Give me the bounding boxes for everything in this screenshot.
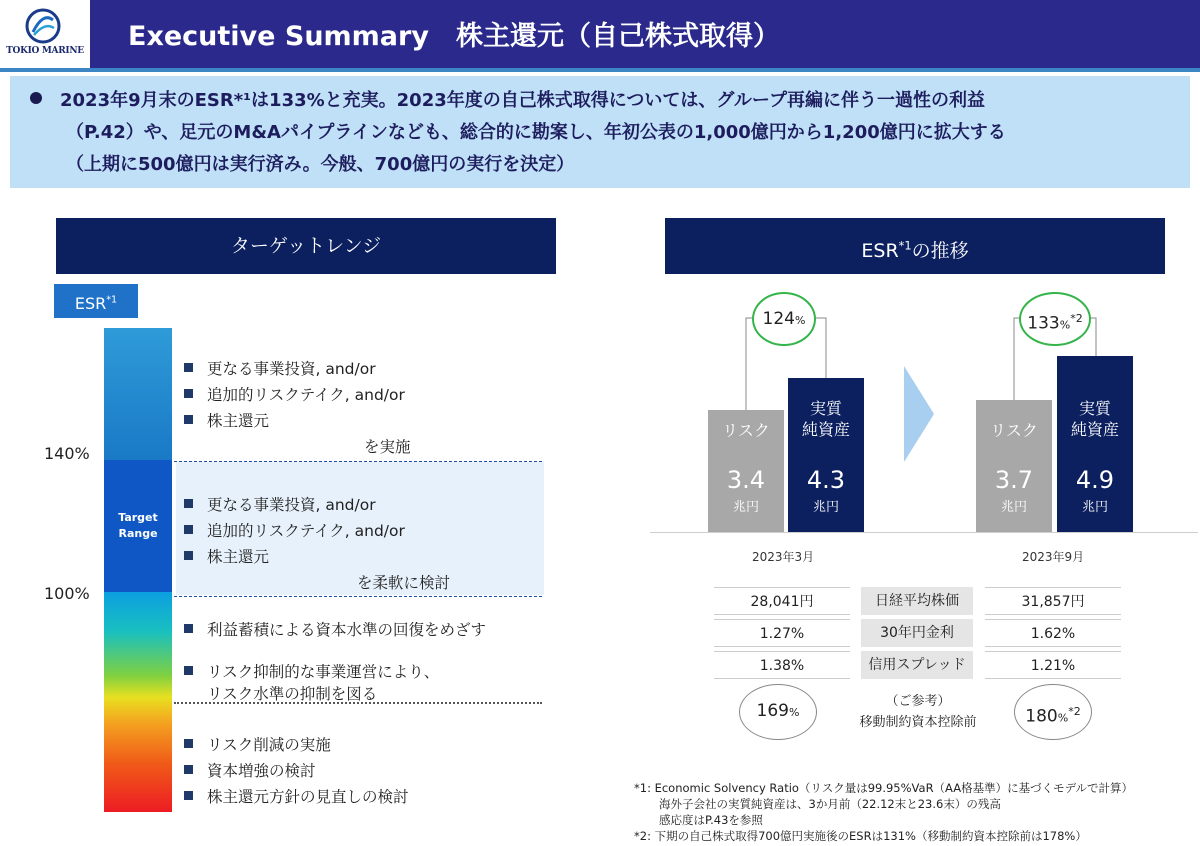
list-item: 利益蓄積による資本水準の回復をめざす — [184, 618, 486, 640]
list-item: 株主還元方針の見直しの検討 — [184, 785, 409, 807]
nav-bar-mar: 実質 純資産 4.3 兆円 — [788, 378, 864, 532]
esr-bubble-sep: 133%$^{*2}$ — [1019, 292, 1091, 346]
baseline — [650, 532, 1198, 533]
esr-ref-bubble-sep: 180%$^{*2}$ — [1014, 684, 1092, 740]
list-item: 株主還元 — [184, 545, 269, 567]
esr-tag-label: ESR$^{*1}$ — [74, 294, 118, 314]
list-item: 追加的リスクテイク, and/or — [184, 383, 405, 405]
list-item: 更なる事業投資, and/or — [184, 493, 376, 515]
list-item: 株主還元 — [184, 409, 269, 431]
row-label-jgb30: 30年円金利 — [861, 619, 973, 647]
date-label-sep: 2023年9月 — [1022, 550, 1085, 564]
summary-line-2: （P.42）や、足元のM&Aパイプラインなども、総合的に勘案し、年初公表の1,000億円から1,200億円に拡大する — [66, 122, 1006, 143]
list-item: 追加的リスクテイク, and/or — [184, 519, 405, 541]
threshold-100: 100% — [44, 584, 90, 603]
list-item: 資本増強の検討 — [184, 759, 316, 781]
list-item: リスク削減の実施 — [184, 733, 331, 755]
esr-trend-title: ESR$^{*1}$の推移 — [861, 239, 969, 263]
summary-line-3: （上期に500億円は実行済み。今般、700億円の実行を決定） — [66, 154, 575, 175]
reference-label-sub: 移動制約資本控除前 — [859, 715, 977, 730]
footnote-1: *1: Economic Solvency Ratio（リスク量は99.95%VaR（AA格基準）に基づくモデルで計算） — [634, 781, 1134, 795]
range-note: を柔軟に検討 — [357, 574, 451, 592]
footnote-2: *2: 下期の自己株式取得700億円実施後のESRは131%（移動制約資本控除前は178%） — [634, 829, 1087, 843]
risk-bar-mar: リスク 3.4 兆円 — [708, 410, 784, 532]
reference-label: （ご参考） — [885, 694, 951, 709]
footnote-1-line3: 感応度はP.43を参照 — [659, 813, 763, 827]
risk-bar-sep: リスク 3.7 兆円 — [976, 400, 1052, 532]
nikkei-sep: 31,857円 — [985, 587, 1121, 615]
list-item: リスク抑制的な事業運営により、 — [184, 660, 439, 682]
jgb30-mar: 1.27% — [714, 619, 850, 647]
row-label-nikkei: 日経平均株価 — [861, 587, 973, 615]
footnote-1-line2: 海外子会社の実質純資産は、3か月前（22.12末と23.6末）の残高 — [659, 797, 1001, 811]
row-label-spread: 信用スプレッド — [861, 651, 973, 679]
list-item: 更なる事業投資, and/or — [184, 357, 376, 379]
threshold-140: 140% — [44, 444, 90, 463]
nikkei-mar: 28,041円 — [714, 587, 850, 615]
chevron-right-icon — [904, 366, 934, 462]
spread-sep: 1.21% — [985, 651, 1121, 679]
logo-text: TOKIO MARINE — [6, 46, 84, 56]
esr-bubble-mar: 124% — [752, 292, 816, 346]
list-item-continuation: リスク水準の抑制を図る — [207, 685, 378, 703]
nav-bar-sep: 実質 純資産 4.9 兆円 — [1057, 356, 1133, 532]
page-title: Executive Summary 株主還元（自己株式取得） — [128, 21, 780, 52]
summary-line-1: 2023年9月末のESR*¹は133%と充実。2023年度の自己株式取得については、グループ再編に伴う一過性の利益 — [60, 90, 985, 111]
target-range-header: ターゲットレンジ — [56, 218, 556, 274]
esr-ref-bubble-mar: 169% — [739, 684, 817, 740]
target-range-label: Target Range — [118, 511, 158, 540]
date-label-mar: 2023年3月 — [752, 550, 815, 564]
above-note: を実施 — [364, 438, 411, 456]
spread-mar: 1.38% — [714, 651, 850, 679]
jgb30-sep: 1.62% — [985, 619, 1121, 647]
